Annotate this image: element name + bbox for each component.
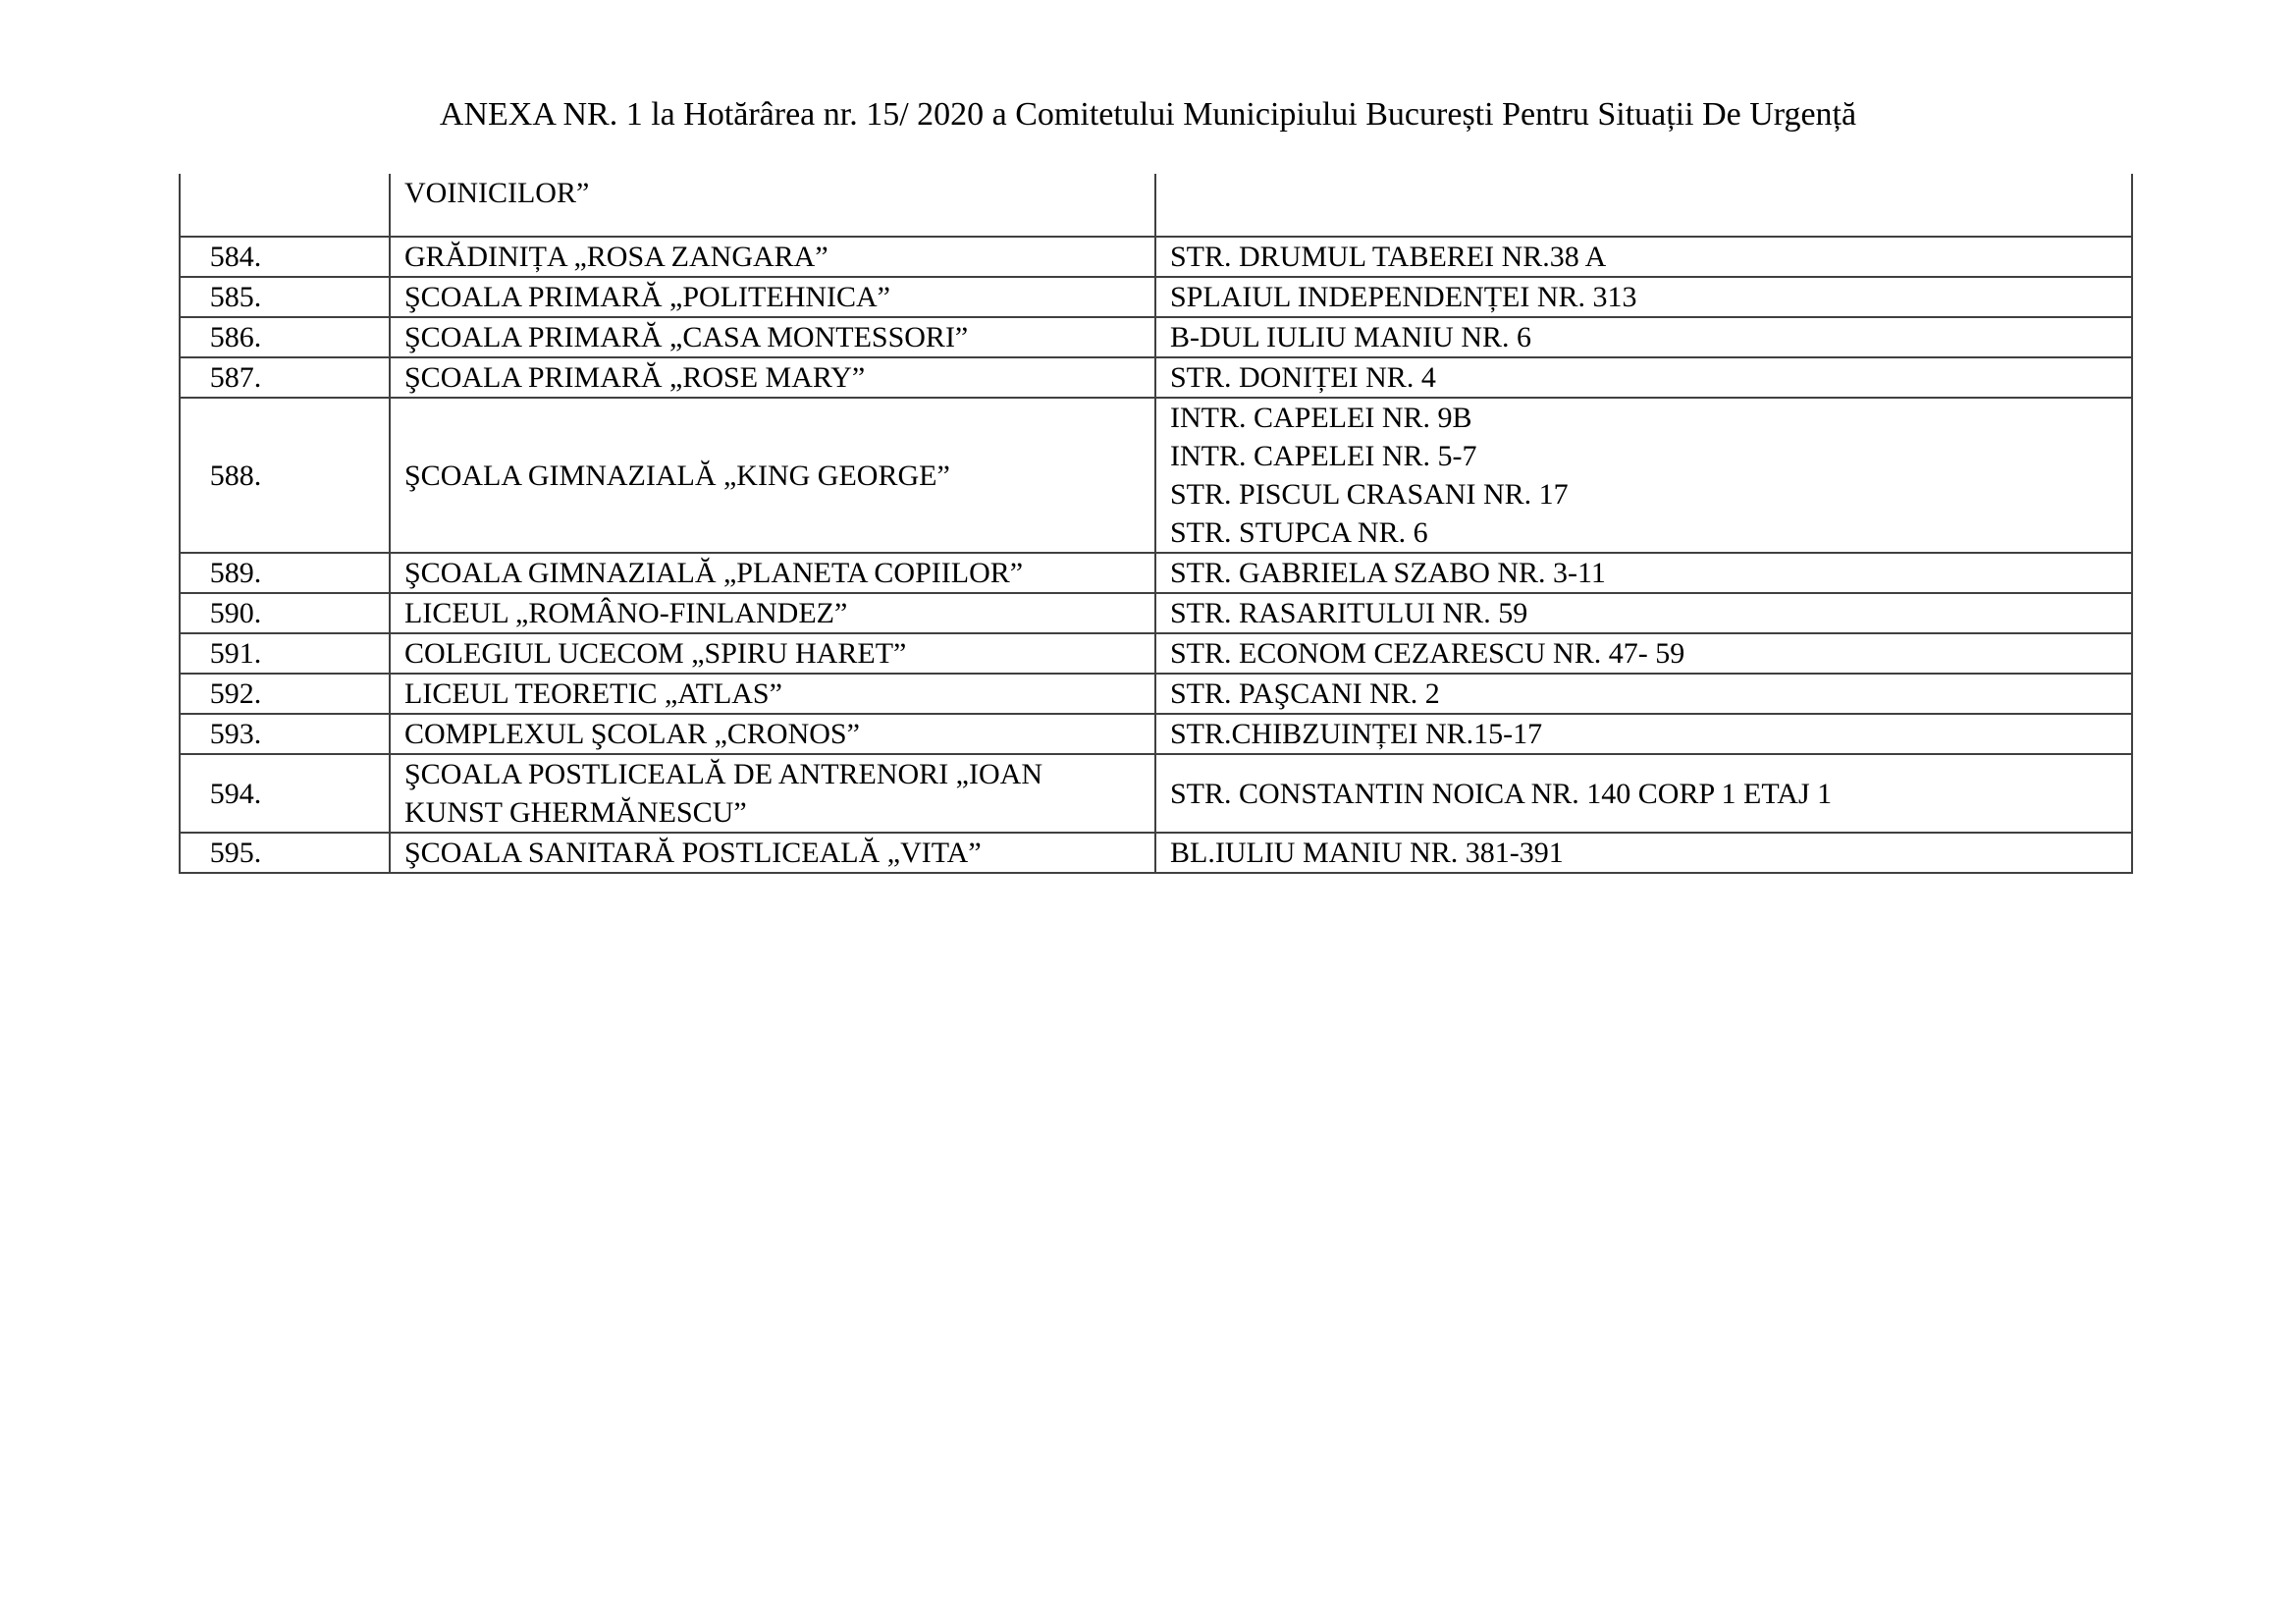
row-number-cell (180, 174, 390, 237)
table-row (180, 633, 2132, 674)
school-name-line: KUNST GHERMĂNESCU” (404, 796, 747, 829)
school-name-cell (390, 237, 1155, 277)
address-cell (1155, 754, 2132, 833)
school-name-cell (390, 754, 1155, 833)
row-number-cell: 592. (180, 674, 390, 714)
address-line: STR.CHIBZUINȚEI NR.15-17 (1170, 718, 1543, 750)
school-name-cell (390, 357, 1155, 398)
address-line: STR. DRUMUL TABEREI NR.38 A (1170, 241, 1607, 273)
school-name-line: ŞCOALA GIMNAZIALĂ „KING GEORGE” (404, 459, 950, 492)
school-name-cell (390, 593, 1155, 633)
school-name-line: ŞCOALA GIMNAZIALĂ „PLANETA COPIILOR” (404, 557, 1024, 589)
school-name-line: LICEUL TEORETIC „ATLAS” (404, 677, 782, 710)
address-line: BL.IULIU MANIU NR. 381-391 (1170, 837, 1564, 869)
table-row (180, 357, 2132, 398)
address-cell (1155, 674, 2132, 714)
row-number-cell: 594. (180, 754, 390, 833)
table-row (180, 674, 2132, 714)
row-number-cell: 589. (180, 553, 390, 593)
address-cell (1155, 714, 2132, 754)
school-name-line: COLEGIUL UCECOM „SPIRU HARET” (404, 637, 907, 670)
page-title: ANEXA NR. 1 la Hotărârea nr. 15/ 2020 a Comitetului Municipiului București Pentru Situații De Urgență (439, 96, 1857, 133)
school-name-line: ŞCOALA SANITARĂ POSTLICEALĂ „VITA” (404, 837, 982, 869)
table-row (180, 317, 2132, 357)
address-cell (1155, 317, 2132, 357)
annex-table (179, 174, 2133, 874)
school-name-cell (390, 277, 1155, 317)
school-name-cell (390, 674, 1155, 714)
table-row (180, 833, 2132, 873)
table-row (180, 593, 2132, 633)
school-name-line: ŞCOALA PRIMARĂ „ROSE MARY” (404, 361, 866, 394)
school-name-cell (390, 398, 1155, 553)
table-row (180, 714, 2132, 754)
table-row-continued (180, 174, 2132, 237)
row-number-cell: 584. (180, 237, 390, 277)
address-line: STR. ECONOM CEZARESCU NR. 47- 59 (1170, 637, 1685, 670)
school-name-line: ŞCOALA PRIMARĂ „CASA MONTESSORI” (404, 321, 969, 353)
school-name-line: GRĂDINIȚA „ROSA ZANGARA” (404, 241, 828, 273)
address-line: STR. PISCUL CRASANI NR. 17 (1170, 478, 1569, 511)
table-body (180, 174, 2132, 873)
address-cell (1155, 553, 2132, 593)
address-cell (1155, 833, 2132, 873)
address-cell (1155, 593, 2132, 633)
address-line: STR. GABRIELA SZABO NR. 3-11 (1170, 557, 1606, 589)
table-row (180, 754, 2132, 833)
address-cell (1155, 174, 2132, 237)
school-name-cell (390, 633, 1155, 674)
address-line: B-DUL IULIU MANIU NR. 6 (1170, 321, 1532, 353)
address-cell (1155, 277, 2132, 317)
address-line: STR. PAŞCANI NR. 2 (1170, 677, 1440, 710)
school-name-line: LICEUL „ROMÂNO-FINLANDEZ” (404, 597, 848, 629)
school-name-line: ŞCOALA POSTLICEALĂ DE ANTRENORI „IOAN (404, 758, 1042, 790)
school-name-line: COMPLEXUL ŞCOLAR „CRONOS” (404, 718, 860, 750)
address-cell (1155, 633, 2132, 674)
school-name-cell (390, 714, 1155, 754)
row-number-cell: 595. (180, 833, 390, 873)
address-line: INTR. CAPELEI NR. 9B (1170, 402, 1472, 434)
address-line: STR. STUPCA NR. 6 (1170, 516, 1428, 549)
school-name-cell (390, 833, 1155, 873)
address-cell (1155, 398, 2132, 553)
table-row (180, 553, 2132, 593)
address-line: SPLAIUL INDEPENDENȚEI NR. 313 (1170, 281, 1637, 313)
school-name-cell: VOINICILOR” (390, 174, 1155, 237)
row-number-cell: 591. (180, 633, 390, 674)
address-cell (1155, 237, 2132, 277)
address-line: INTR. CAPELEI NR. 5-7 (1170, 440, 1477, 472)
table-row (180, 277, 2132, 317)
school-name-line: ŞCOALA PRIMARĂ „POLITEHNICA” (404, 281, 890, 313)
row-number-cell: 588. (180, 398, 390, 553)
table-row (180, 237, 2132, 277)
school-name-cell (390, 553, 1155, 593)
address-cell (1155, 357, 2132, 398)
address-line: STR. RASARITULUI NR. 59 (1170, 597, 1528, 629)
row-number-cell: 586. (180, 317, 390, 357)
table-row (180, 398, 2132, 553)
row-number-cell: 587. (180, 357, 390, 398)
address-line: STR. CONSTANTIN NOICA NR. 140 CORP 1 ETAJ 1 (1170, 777, 1833, 810)
row-number-cell: 590. (180, 593, 390, 633)
school-name-cell (390, 317, 1155, 357)
row-number-cell: 585. (180, 277, 390, 317)
address-line: STR. DONIȚEI NR. 4 (1170, 361, 1436, 394)
row-number-cell: 593. (180, 714, 390, 754)
